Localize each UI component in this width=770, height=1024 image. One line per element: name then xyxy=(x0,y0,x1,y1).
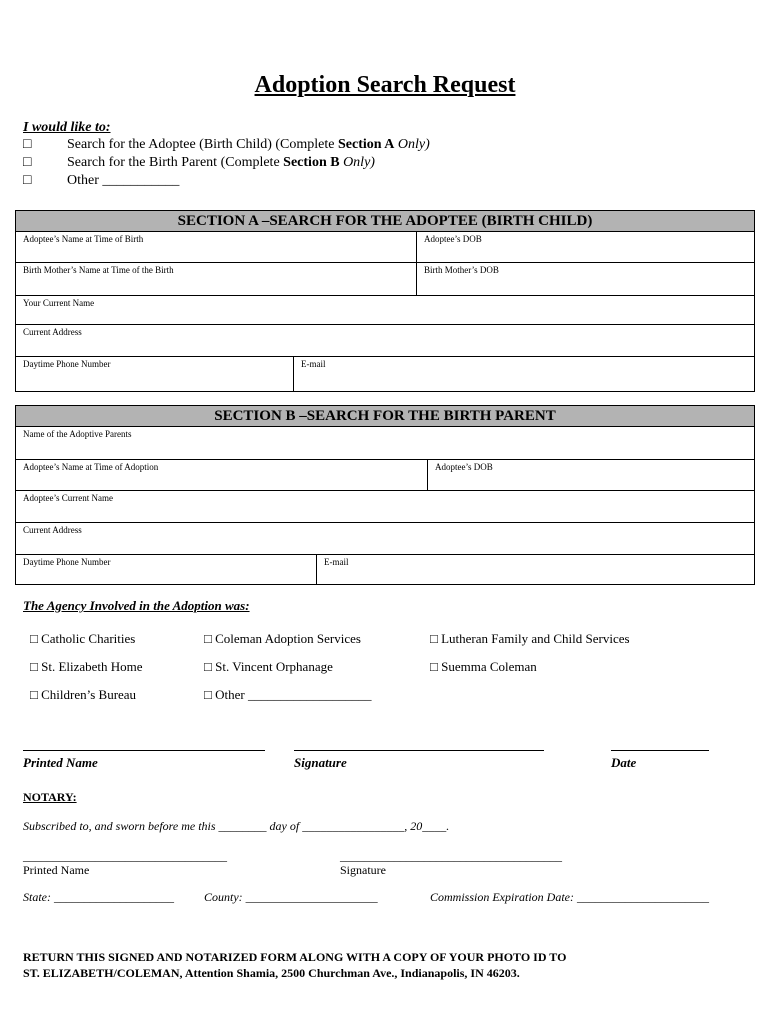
adoptee-dob-field[interactable]: Adoptee’s DOB xyxy=(427,460,754,490)
agency-st-elizabeth[interactable]: □ St. Elizabeth Home xyxy=(30,659,143,674)
return-line-1: RETURN THIS SIGNED AND NOTARIZED FORM ALONG WITH A COPY OF YOUR PHOTO ID TO xyxy=(23,950,567,964)
option-section: Section A xyxy=(338,137,395,152)
signature-line[interactable] xyxy=(294,750,544,751)
option-text: Other ___________ xyxy=(67,173,180,188)
form-row xyxy=(16,232,754,263)
checkbox[interactable]: □ xyxy=(23,155,32,170)
printed-name-label: Printed Name xyxy=(23,755,98,770)
form-row xyxy=(16,523,754,555)
printed-name-line[interactable] xyxy=(23,750,265,751)
agency-st-vincent[interactable]: □ St. Vincent Orphanage xyxy=(204,659,333,674)
form-row xyxy=(16,263,754,296)
adoptive-parents-field[interactable]: Name of the Adoptive Parents xyxy=(23,429,132,439)
adoptee-current-name-field[interactable]: Adoptee’s Current Name xyxy=(23,493,113,503)
current-address-field[interactable]: Current Address xyxy=(23,525,82,535)
section-b-header: SECTION B –SEARCH FOR THE BIRTH PARENT xyxy=(16,406,754,427)
option-search-birth-parent[interactable] xyxy=(23,155,375,171)
notary-printed-name-line[interactable]: __________________________________ xyxy=(23,849,227,863)
birth-mother-name-field[interactable]: Birth Mother’s Name at Time of the Birth xyxy=(23,265,174,275)
adoptee-name-field[interactable]: Adoptee’s Name at Time of Adoption xyxy=(23,462,159,472)
agency-lutheran[interactable]: □ Lutheran Family and Child Services xyxy=(430,631,630,646)
agency-suemma-coleman[interactable]: □ Suemma Coleman xyxy=(430,659,537,674)
return-instructions xyxy=(23,949,566,981)
signature-label: Signature xyxy=(294,755,347,770)
form-row xyxy=(16,325,754,357)
agency-coleman-adoption[interactable]: □ Coleman Adoption Services xyxy=(204,631,361,646)
adoptee-name-field[interactable]: Adoptee’s Name at Time of Birth xyxy=(23,234,144,244)
email-field[interactable]: E-mail xyxy=(293,357,754,391)
agency-catholic-charities[interactable]: □ Catholic Charities xyxy=(30,631,136,646)
notary-subscribed-text[interactable]: Subscribed to, and sworn before me this ________ day of _________________, 20____. xyxy=(23,819,450,833)
form-row xyxy=(16,357,754,391)
current-name-field[interactable]: Your Current Name xyxy=(23,298,95,308)
notary-county-field[interactable]: County: ______________________ xyxy=(204,890,378,904)
intro-heading: I would like to: xyxy=(23,120,111,135)
phone-field[interactable]: Daytime Phone Number xyxy=(23,359,111,369)
return-line-2: ST. ELIZABETH/COLEMAN, Attention Shamia, 2500 Churchman Ave., Indianapolis, IN 46203. xyxy=(23,966,520,980)
notary-signature-line[interactable]: _____________________________________ xyxy=(340,849,562,863)
email-field[interactable]: E-mail xyxy=(316,555,754,584)
option-text: Search for the Adoptee (Birth Child) (Complete xyxy=(67,137,338,152)
option-other[interactable] xyxy=(23,173,179,189)
option-text: Search for the Birth Parent (Complete xyxy=(67,155,284,170)
agency-heading: The Agency Involved in the Adoption was: xyxy=(23,598,250,613)
form-row xyxy=(16,555,754,584)
notary-state-field[interactable]: State: ____________________ xyxy=(23,890,174,904)
notary-printed-name-label: Printed Name xyxy=(23,863,90,877)
notary-commission-field[interactable]: Commission Expiration Date: ______________________ xyxy=(430,890,709,904)
agency-childrens-bureau[interactable]: □ Children’s Bureau xyxy=(30,687,137,702)
notary-signature-label: Signature xyxy=(340,863,386,877)
option-only: Only) xyxy=(394,137,430,152)
section-a-header: SECTION A –SEARCH FOR THE ADOPTEE (BIRTH CHILD) xyxy=(16,211,754,232)
adoptee-dob-field[interactable]: Adoptee’s DOB xyxy=(416,232,754,262)
checkbox[interactable]: □ xyxy=(23,137,32,152)
agency-other[interactable]: □ Other ___________________ xyxy=(204,687,372,702)
form-row xyxy=(16,460,754,491)
notary-heading: NOTARY: xyxy=(23,790,77,804)
option-only: Only) xyxy=(339,155,375,170)
current-address-field[interactable]: Current Address xyxy=(23,327,82,337)
option-section: Section B xyxy=(283,155,340,170)
option-search-adoptee[interactable] xyxy=(23,137,430,153)
form-row xyxy=(16,491,754,523)
birth-mother-dob-field[interactable]: Birth Mother’s DOB xyxy=(416,263,754,295)
date-line[interactable] xyxy=(611,750,709,751)
phone-field[interactable]: Daytime Phone Number xyxy=(23,557,111,567)
checkbox[interactable]: □ xyxy=(23,173,32,188)
section-b xyxy=(15,405,755,585)
form-row xyxy=(16,427,754,460)
form-row xyxy=(16,296,754,325)
date-label: Date xyxy=(611,755,637,770)
page-title: Adoption Search Request xyxy=(254,72,516,98)
section-a xyxy=(15,210,755,392)
